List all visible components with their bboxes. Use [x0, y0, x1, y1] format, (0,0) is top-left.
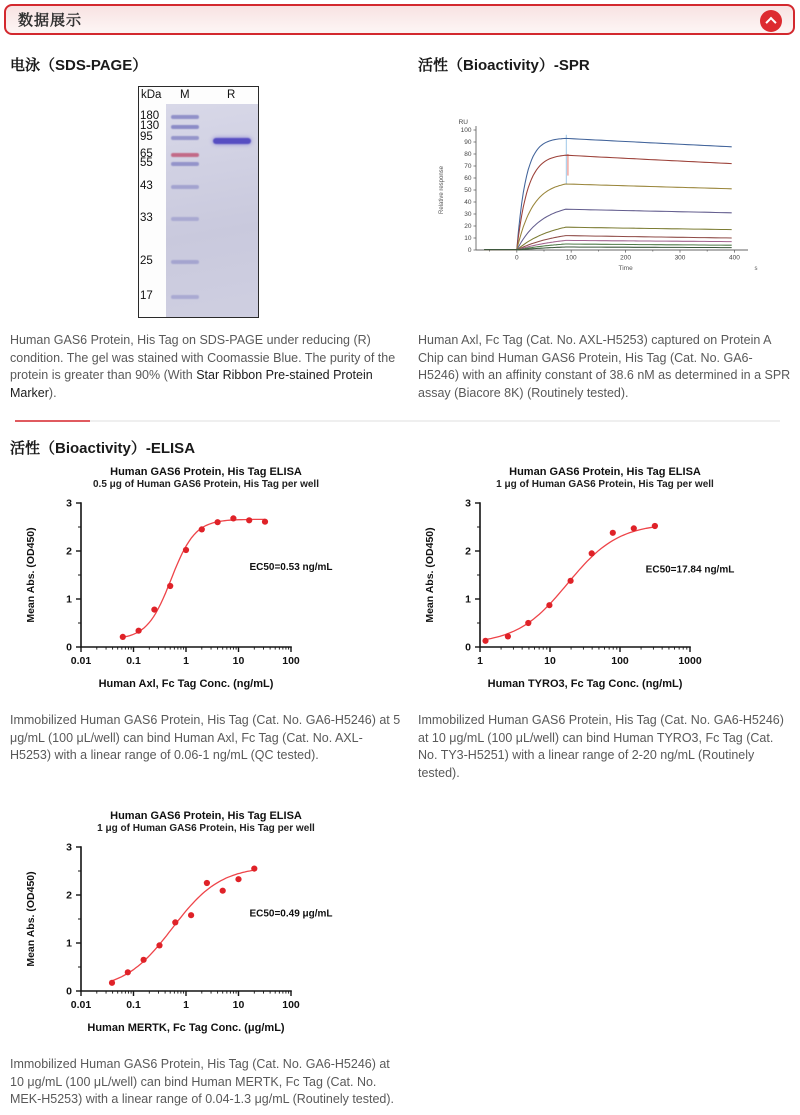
data-point	[183, 547, 189, 553]
svg-text:1: 1	[66, 593, 72, 606]
svg-text:RU: RU	[458, 119, 468, 126]
gel-marker-band	[171, 136, 199, 140]
section-title-sds: 电泳（SDS-PAGE）	[10, 57, 148, 74]
data-point	[235, 876, 241, 882]
chart-title: Human GAS6 Protein, His Tag ELISA	[509, 466, 701, 478]
gel-marker-label: 130	[140, 120, 160, 132]
section-title-elisa: 活性（Bioactivity）-ELISA	[10, 440, 196, 457]
svg-text:3: 3	[66, 841, 72, 854]
sds-caption-text: Human GAS6 Protein, His Tag on SDS-PAGE under reducing (R) condition. The gel was stained with Coomassie Blue. The purity of the protein is greater than 90% (With	[10, 333, 396, 382]
svg-text:300: 300	[674, 254, 686, 262]
data-point	[251, 866, 257, 872]
elisa-chart-axl	[10, 466, 402, 696]
data-point	[610, 530, 616, 536]
svg-text:1: 1	[183, 999, 189, 1011]
svg-text:Mean Abs. (OD450): Mean Abs. (OD450)	[424, 527, 436, 623]
gel-marker-label: 17	[140, 289, 153, 302]
svg-text:1: 1	[183, 655, 189, 667]
svg-text:10: 10	[232, 655, 245, 667]
chart-subtitle: 0.5 μg of Human GAS6 Protein, His Tag per well	[93, 479, 319, 490]
data-point	[120, 634, 126, 640]
elisa-tyro3-plot	[418, 490, 792, 696]
svg-text:100: 100	[460, 127, 472, 135]
spr-curve-5	[484, 227, 732, 249]
chart-subtitle: 1 μg of Human GAS6 Protein, His Tag per well	[97, 823, 315, 834]
svg-text:100: 100	[282, 999, 300, 1011]
svg-text:100: 100	[282, 655, 300, 667]
sds-page-block	[10, 54, 402, 402]
svg-text:30: 30	[464, 211, 472, 219]
svg-text:100: 100	[565, 254, 577, 262]
svg-text:Time: Time	[618, 265, 633, 272]
data-point	[652, 523, 658, 529]
data-point	[136, 628, 142, 634]
gel-marker-band	[171, 153, 199, 157]
svg-text:400: 400	[728, 254, 740, 262]
svg-text:Human Axl, Fc Tag Conc. (ng/mL: Human Axl, Fc Tag Conc. (ng/mL)	[98, 678, 274, 690]
svg-text:0: 0	[467, 247, 472, 255]
elisa-mertk-plot	[10, 834, 402, 1040]
svg-text:3: 3	[465, 497, 471, 510]
spr-caption: Human Axl, Fc Tag (Cat. No. AXL-H5253) captured on Protein A Chip can bind Human GAS6 Protein, His Tag (Cat. No. GA6-H5246) with an affinity constant of 38.6 nM as determined in a SPR assay (Biacore 8K) (Routinely tested).	[418, 333, 791, 400]
svg-text:60: 60	[464, 175, 472, 183]
gel-marker-label: 55	[140, 157, 153, 170]
gel-marker-band	[171, 185, 199, 189]
data-point	[525, 620, 531, 626]
elisa-chart-mertk	[10, 810, 402, 1040]
data-point	[246, 517, 252, 523]
spr-chart	[432, 98, 772, 295]
svg-text:10: 10	[544, 655, 556, 667]
data-point	[151, 607, 157, 613]
data-point	[188, 912, 194, 918]
gel-marker-label: 95	[140, 131, 153, 144]
gel-marker-band	[171, 295, 199, 299]
data-point	[199, 526, 205, 532]
section-title-spr: 活性（Bioactivity）-SPR	[418, 57, 590, 74]
svg-text:0.01: 0.01	[70, 999, 92, 1011]
svg-text:0.1: 0.1	[126, 999, 141, 1011]
svg-text:20: 20	[464, 223, 472, 231]
gel-marker-band	[171, 162, 199, 166]
gel-area	[166, 104, 258, 317]
svg-text:Human TYRO3, Fc Tag Conc. (ng/: Human TYRO3, Fc Tag Conc. (ng/mL)	[487, 678, 683, 690]
svg-text:90: 90	[464, 139, 472, 147]
data-point	[631, 525, 637, 531]
gel-lane-label-r: R	[227, 89, 236, 101]
svg-text:Mean Abs. (OD450): Mean Abs. (OD450)	[25, 871, 37, 967]
data-point	[589, 550, 595, 556]
data-point	[125, 969, 131, 975]
data-point	[505, 633, 511, 639]
data-point	[141, 957, 147, 963]
data-point	[230, 515, 236, 521]
gel-marker-band	[171, 115, 199, 119]
collapse-button[interactable]	[760, 10, 782, 32]
gel-marker-label: 25	[140, 255, 153, 268]
sds-caption-suffix: ).	[48, 385, 57, 400]
svg-text:10: 10	[464, 235, 472, 243]
divider-accent	[15, 420, 90, 422]
svg-text:100: 100	[611, 655, 629, 667]
data-point	[156, 942, 162, 948]
svg-text:10: 10	[232, 999, 245, 1011]
section-header	[4, 4, 795, 35]
svg-text:70: 70	[464, 163, 472, 171]
svg-text:2: 2	[66, 545, 72, 558]
gel-marker-band	[171, 260, 199, 264]
data-point	[167, 583, 173, 589]
svg-text:0.1: 0.1	[126, 655, 141, 667]
gel-marker-label: 43	[140, 180, 153, 193]
chart-subtitle: 1 μg of Human GAS6 Protein, His Tag per well	[496, 479, 714, 490]
elisa-caption-tyro3: Immobilized Human GAS6 Protein, His Tag (Cat. No. GA6-H5246) at 10 μg/mL (100 μL/well) can bind Human TYRO3, Fc Tag (Cat. No. TY3-H5251) with a linear range of 2-20 ng/mL (Routinely tested).	[418, 713, 784, 780]
gel-marker-band	[171, 125, 199, 129]
svg-text:EC50=0.53 ng/mL: EC50=0.53 ng/mL	[249, 562, 333, 574]
marker-product-link[interactable]: Star Ribbon Pre-stained Protein Marker	[10, 368, 373, 400]
data-point	[568, 578, 574, 584]
chevron-up-icon	[765, 17, 776, 28]
page-title: 数据展示	[18, 12, 83, 29]
data-point	[204, 880, 210, 886]
gel-marker-label: 180	[140, 109, 160, 122]
elisa-grid	[10, 466, 792, 1109]
data-point	[109, 980, 115, 986]
gel-unit-label: kDa	[141, 89, 162, 101]
svg-text:0.01: 0.01	[70, 655, 92, 667]
spr-block	[418, 54, 792, 402]
elisa-chart-tyro3	[418, 466, 792, 696]
elisa-caption-axl: Immobilized Human GAS6 Protein, His Tag (Cat. No. GA6-H5246) at 5 μg/mL (100 μL/well) can bind Human Axl, Fc Tag (Cat. No. AXL-H5253) with a linear range of 0.06-1 ng/mL (QC tested).	[10, 713, 401, 762]
gel-lane-label-m: M	[180, 89, 190, 101]
data-point	[220, 888, 226, 894]
gel-marker-label: 33	[140, 212, 153, 225]
svg-text:Human MERTK, Fc Tag Conc. (μg/: Human MERTK, Fc Tag Conc. (μg/mL)	[87, 1022, 285, 1034]
svg-text:0: 0	[66, 985, 72, 998]
data-point	[215, 519, 221, 525]
svg-text:Mean Abs. (OD450): Mean Abs. (OD450)	[25, 527, 37, 623]
svg-text:0: 0	[514, 254, 519, 262]
fit-curve	[112, 870, 254, 981]
data-point	[546, 602, 552, 608]
fit-curve	[123, 519, 265, 637]
data-point	[482, 638, 488, 644]
svg-text:80: 80	[464, 151, 472, 159]
gel-sample-band	[213, 138, 251, 144]
section-divider	[15, 420, 780, 422]
svg-text:1: 1	[66, 937, 72, 950]
chart-title: Human GAS6 Protein, His Tag ELISA	[110, 466, 302, 478]
svg-text:2: 2	[465, 545, 471, 558]
svg-text:2: 2	[66, 889, 72, 902]
sds-caption	[10, 332, 402, 402]
elisa-caption-mertk: Immobilized Human GAS6 Protein, His Tag (Cat. No. GA6-H5246) at 10 μg/mL (100 μL/well) can bind Human MERTK, Fc Tag (Cat. No. MEK-H5253) with a linear range of 0.04-1.3 μg/mL (Routinely tested).	[10, 1057, 395, 1106]
gel-marker-band	[171, 217, 199, 221]
svg-text:1000: 1000	[678, 655, 702, 667]
svg-text:1: 1	[477, 655, 483, 667]
svg-text:3: 3	[66, 497, 72, 510]
svg-text:EC50=0.49 μg/mL: EC50=0.49 μg/mL	[249, 908, 333, 920]
svg-text:0: 0	[66, 641, 72, 654]
svg-text:40: 40	[464, 199, 472, 207]
svg-text:50: 50	[464, 187, 472, 195]
elisa-axl-plot	[10, 490, 402, 696]
gel-figure	[138, 86, 259, 318]
data-point	[172, 919, 178, 925]
svg-text:EC50=17.84 ng/mL: EC50=17.84 ng/mL	[645, 564, 735, 576]
spr-figure-zone	[418, 76, 792, 324]
svg-text:1: 1	[465, 593, 471, 606]
svg-text:Relative response: Relative response	[439, 165, 445, 215]
svg-text:200: 200	[620, 254, 632, 262]
sds-figure-zone	[10, 76, 402, 324]
gel-marker-label: 65	[140, 147, 153, 160]
svg-text:0: 0	[465, 641, 471, 654]
svg-text:s: s	[754, 266, 758, 272]
chart-title: Human GAS6 Protein, His Tag ELISA	[110, 810, 302, 822]
data-point	[262, 519, 268, 525]
